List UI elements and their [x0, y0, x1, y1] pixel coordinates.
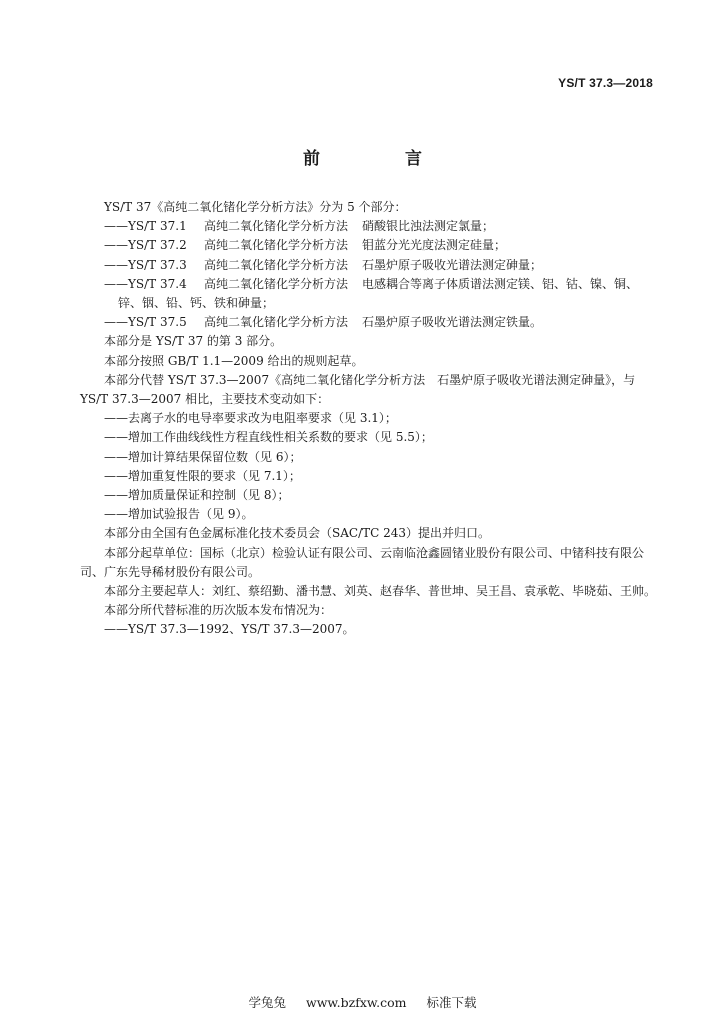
part-item-2 — [84, 236, 659, 255]
change-item: ——增加重复性限的要求（见 7.1）； — [104, 468, 301, 483]
change-item: ——增加试验报告（见 9）。 — [104, 507, 254, 522]
page-title: 前 言 — [303, 149, 456, 169]
part-code: ——YS/T 37.2 — [104, 238, 187, 253]
change-item: ——增加质量保证和控制（见 8）； — [104, 488, 290, 503]
foreword-body — [80, 198, 659, 640]
part-code: ——YS/T 37.1 — [104, 219, 187, 234]
intro-paragraph: YS/T 37《高纯二氧化锗化学分析方法》分为 5 个部分： — [104, 200, 407, 214]
part-code: ——YS/T 37.4 — [104, 276, 187, 291]
footer-label: 标准下载 — [426, 995, 477, 1010]
part-item-5 — [84, 313, 659, 332]
replaces-statement-line-1: 本部分代替 YS/T 37.3—2007《高纯二氧化锗化学分析方法 石墨炉原子吸收光谱法测定砷量》，与 — [104, 372, 636, 387]
footer-url-link[interactable]: www.bzfxw.com — [306, 995, 407, 1010]
change-item: ——增加工作曲线线性方程直线性相关系数的要求（见 5.5）； — [104, 430, 433, 445]
page-footer — [0, 993, 725, 1011]
part-title: 高纯二氧化锗化学分析方法 — [204, 238, 349, 253]
part-code: ——YS/T 37.3 — [104, 257, 187, 272]
part-method: 电感耦合等离子体质谱法测定镁、铝、钴、镍、铜、 — [362, 276, 639, 291]
part-title: 高纯二氧化锗化学分析方法 — [204, 257, 349, 272]
part-method: 硝酸银比浊法测定氯量； — [362, 219, 495, 234]
part-title: 高纯二氧化锗化学分析方法 — [204, 219, 349, 234]
part-statement: 本部分是 YS/T 37 的第 3 部分。 — [104, 334, 283, 349]
change-item: ——去离子水的电导率要求改为电阻率要求（见 3.1）； — [104, 411, 397, 426]
part-title: 高纯二氧化锗化学分析方法 — [204, 276, 349, 291]
drafting-units-line-2: 司、广东先导稀材股份有限公司。 — [80, 564, 261, 579]
part-item-4 — [84, 275, 659, 294]
drafting-units-line-1: 本部分起草单位：国标（北京）检验认证有限公司、云南临沧鑫圆锗业股份有限公司、中锗科技有限公 — [104, 545, 645, 560]
part-method: 钼蓝分光光度法测定硅量； — [362, 238, 507, 253]
part-item-3 — [84, 256, 659, 275]
drafters-statement: 本部分主要起草人：刘红、蔡绍勤、潘书慧、刘英、赵春华、普世坤、吴王昌、袁承乾、毕晓茹、王帅。 — [104, 584, 657, 599]
part-item-1 — [84, 217, 659, 236]
part-method: 石墨炉原子吸收光谱法测定砷量； — [362, 257, 543, 272]
part-code: ——YS/T 37.5 — [104, 315, 187, 330]
history-intro: 本部分所代替标准的历次版本发布情况为： — [104, 603, 333, 618]
footer-site-name: 学兔兔 — [248, 995, 287, 1010]
part-item-4-continuation: 锌、铟、铅、钙、铁和砷量； — [118, 296, 275, 311]
change-item: ——增加计算结果保留位数（见 6）； — [104, 449, 302, 464]
history-list: ——YS/T 37.3—1992、YS/T 37.3—2007。 — [104, 622, 355, 637]
part-method: 石墨炉原子吸收光谱法测定铁量。 — [362, 315, 543, 330]
replaces-statement-line-2: YS/T 37.3—2007 相比，主要技术变动如下： — [80, 392, 330, 407]
drafting-rule: 本部分按照 GB/T 1.1—2009 给出的规则起草。 — [104, 353, 364, 368]
part-title: 高纯二氧化锗化学分析方法 — [204, 315, 349, 330]
standard-code: YS/T 37.3—2018 — [558, 76, 653, 90]
proposer-statement: 本部分由全国有色金属标准化技术委员会（SAC/TC 243）提出并归口。 — [104, 526, 491, 541]
